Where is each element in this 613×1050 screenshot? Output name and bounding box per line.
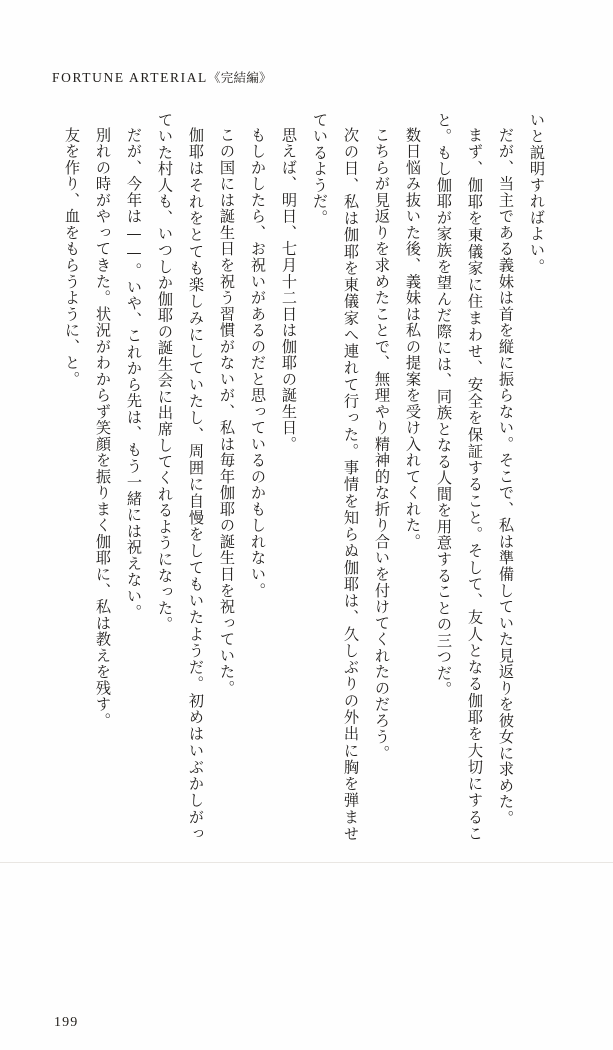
paragraph: 数日悩み抜いた後、義妹は私の提案を受け入れてくれた。 [404,127,422,551]
paragraph: 伽耶はそれをとても楽しみにしていたし、周囲に自慢をしてもいたようだ。初めはいぶかしがっていた村人も、いつしか伽耶の誕生会に出席してくれるようになった。 [156,112,205,842]
paragraph: 別れの時がやってきた。状況がわからず笑顔を振りまく伽耶に、私は教えを残す。 [94,127,112,729]
running-header-title-en: FORTUNE ARTERIAL [52,70,208,85]
page-divider-rule [0,862,613,863]
paragraph: 友を作り、血をもらうように、と。 [63,127,81,388]
running-header-title-jp: 《完結編》 [207,71,272,85]
paragraph: いと説明すればよい。 [528,112,546,275]
paragraph: もしかしたら、お祝いがあるのだと思っているのかもしれない。 [249,127,267,599]
vertical-body-text [44,112,552,842]
paragraph: 思えば、明日、七月十二日は伽耶の誕生日。 [280,127,298,453]
paragraph: まず、伽耶を東儀家に住まわせ、安全を保証すること。そして、友人となる伽耶を大切にすること。もし伽耶が家族を望んだ際には、同族となる人間を用意することの三つだ。 [435,112,484,842]
paragraph: だが、今年は——。いや、これから先は、もう一緒には祝えない。 [125,127,143,621]
page-number: 199 [54,1015,79,1030]
running-header [52,68,272,86]
paragraph: だが、当主である義妹は首を縦に振らない。そこで、私は準備していた見返りを彼女に求めた。 [497,127,515,827]
paragraph: 次の日、私は伽耶を東儀家へ連れて行った。事情を知らぬ伽耶は、久しぶりの外出に胸を弾ませているようだ。 [311,112,360,842]
paragraph: こちらが見返りを求めたことで、無理やり精神的な折り合いを付けてくれたのだろう。 [373,127,391,762]
paragraph: この国には誕生日を祝う習慣がないが、私は毎年伽耶の誕生日を祝っていた。 [218,127,236,697]
